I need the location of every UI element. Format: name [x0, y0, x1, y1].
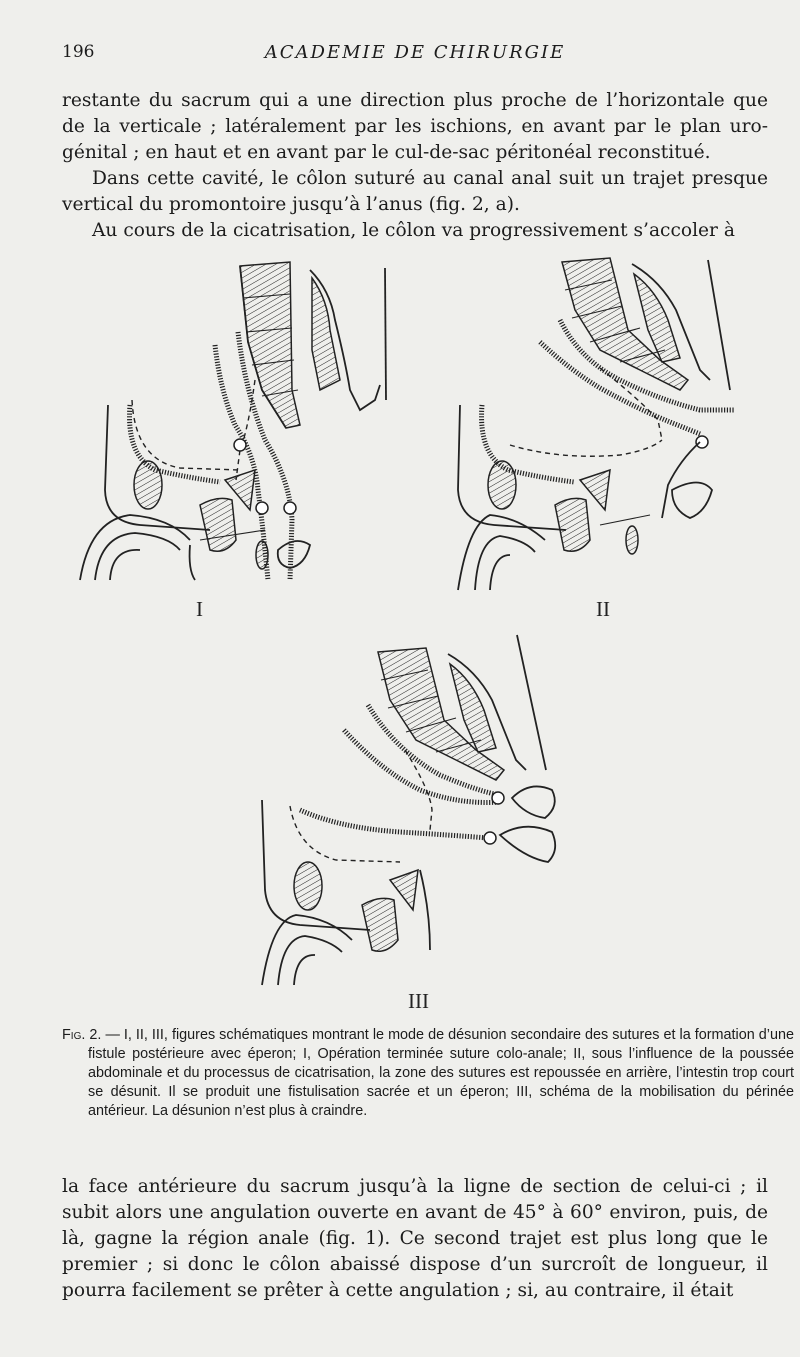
diagram-i — [80, 262, 386, 580]
top-text-block — [62, 88, 768, 244]
diagram-iii — [262, 635, 555, 985]
page-number: 196 — [62, 42, 95, 62]
figure-label-i: I — [196, 597, 203, 621]
bottom-text-block — [62, 1174, 768, 1304]
paragraph: Dans cette cavité, le côlon suturé au canal anal suit un trajet presque vertical du promontoire jusqu’à l’anus (fig. 2, a). — [62, 168, 768, 215]
paragraph: Au cours de la cicatrisation, le côlon va progressivement s’accoler à — [92, 220, 735, 241]
figure-2 — [0, 250, 800, 1020]
paragraph-continued: restante du sacrum qui a une direction plus proche de l’horizontale que de la verticale ; latéralement par les ischions, en avant par le plan uro-génital ; en haut et en avant par le cul-de-sac péritonéal reconstitué. — [62, 90, 768, 163]
figure-label-ii: II — [596, 597, 610, 621]
figure-label-iii: III — [408, 989, 429, 1013]
page-header — [62, 42, 768, 72]
running-title: ACADEMIE DE CHIRURGIE — [264, 42, 566, 63]
figure-caption — [62, 1026, 794, 1121]
caption-figure-ref: Fig. 2. — [62, 1027, 102, 1043]
diagram-ii — [458, 258, 735, 590]
anatomical-schematic-drawing — [0, 250, 800, 1020]
paragraph: la face antérieure du sacrum jusqu’à la ligne de section de celui-ci ; il subit alors une angulation ouverte en avant de 45° à 60° environ, puis, de là, gagne la région anale (fig. 1). Ce second trajet est plus long que le premier ; si donc le côlon abaissé dispose d’un surcroît de longueur, il pourra facilement se prêter à cette angulation ; si, au contraire, il était — [62, 1176, 768, 1301]
caption-text: — I, II, III, figures schématiques montrant le mode de désunion secondaire des sutures et la formation d’une fistule postérieure avec éperon; I, Opération terminée suture colo-anale; II, sous l’influence de la poussée abdominale et du processus de cicatrisation, la zone des sutures est repoussée en arrière, l’intestin trop court se désunit. Il se produit une fistulisation sacrée et un éperon; III, schéma de la mobilisation du périnée antérieur. La désunion n’est plus à craindre. — [88, 1027, 794, 1119]
